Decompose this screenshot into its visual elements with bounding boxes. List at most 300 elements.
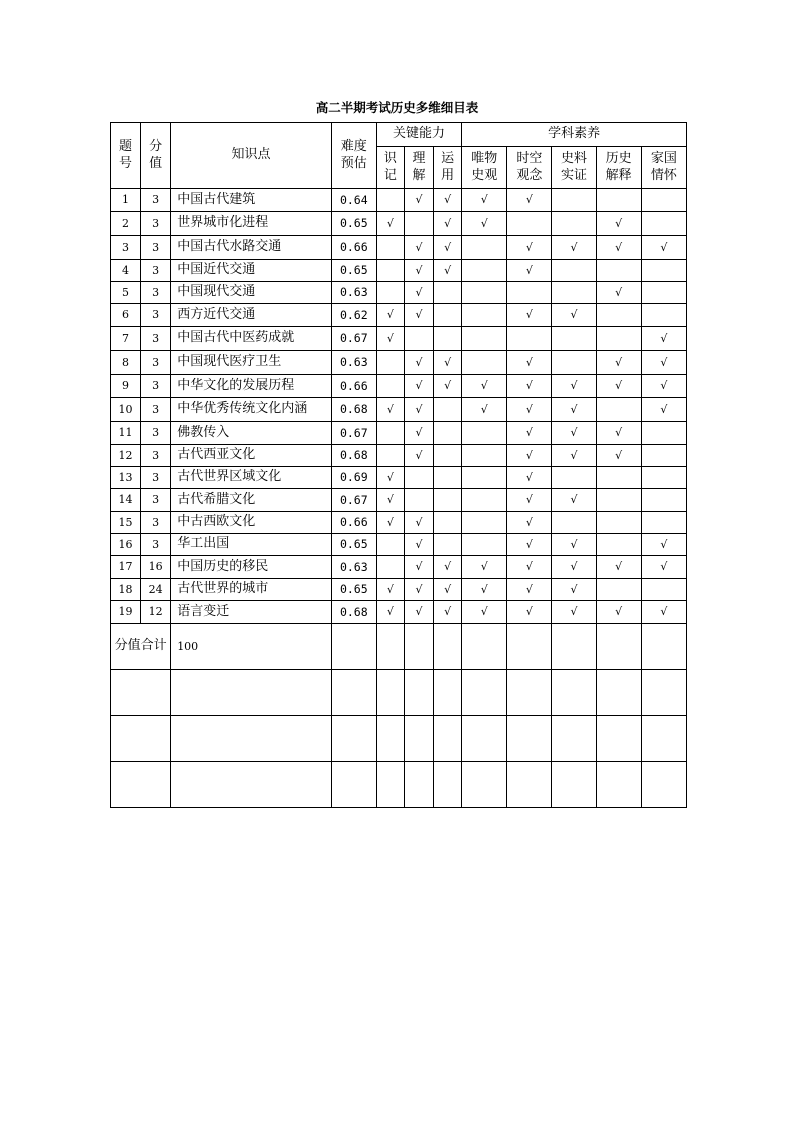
check-cell bbox=[552, 260, 596, 282]
check-cell bbox=[462, 375, 507, 398]
check-cell bbox=[434, 467, 462, 489]
check-mark: √ bbox=[615, 379, 623, 393]
check-cell bbox=[641, 212, 686, 236]
question-score: 3 bbox=[141, 260, 171, 282]
check-cell bbox=[434, 512, 462, 534]
empty-cell bbox=[331, 762, 376, 808]
check-cell bbox=[641, 601, 686, 624]
check-mark: √ bbox=[660, 379, 668, 393]
empty-cell bbox=[171, 716, 332, 762]
question-score: 3 bbox=[141, 351, 171, 375]
question-number: 16 bbox=[111, 534, 141, 556]
check-mark: √ bbox=[444, 355, 452, 369]
check-cell bbox=[507, 556, 552, 579]
check-cell bbox=[404, 189, 433, 212]
question-number: 1 bbox=[111, 189, 141, 212]
check-mark: √ bbox=[415, 537, 423, 551]
check-cell bbox=[641, 398, 686, 422]
table-row bbox=[111, 236, 687, 260]
table-row bbox=[111, 579, 687, 601]
check-mark: √ bbox=[660, 240, 668, 254]
check-mark: √ bbox=[444, 240, 452, 254]
check-mark: √ bbox=[386, 402, 394, 416]
difficulty-estimate: 0.67 bbox=[331, 489, 376, 512]
check-cell bbox=[434, 422, 462, 445]
empty-cell bbox=[331, 670, 376, 716]
check-mark: √ bbox=[615, 240, 623, 254]
difficulty-estimate: 0.63 bbox=[331, 351, 376, 375]
header-literacy: 学科素养 bbox=[462, 123, 687, 147]
question-score: 3 bbox=[141, 512, 171, 534]
check-cell bbox=[507, 351, 552, 375]
check-cell bbox=[641, 467, 686, 489]
check-cell bbox=[641, 534, 686, 556]
check-mark: √ bbox=[615, 216, 623, 230]
empty-cell bbox=[434, 624, 462, 670]
check-cell bbox=[376, 351, 404, 375]
check-cell bbox=[507, 282, 552, 304]
check-mark: √ bbox=[480, 402, 488, 416]
check-cell bbox=[552, 189, 596, 212]
check-cell bbox=[596, 189, 641, 212]
empty-cell bbox=[462, 670, 507, 716]
check-mark: √ bbox=[525, 355, 533, 369]
question-score: 3 bbox=[141, 534, 171, 556]
empty-cell bbox=[552, 624, 596, 670]
question-number: 17 bbox=[111, 556, 141, 579]
question-score: 3 bbox=[141, 236, 171, 260]
check-cell bbox=[507, 398, 552, 422]
check-mark: √ bbox=[415, 308, 423, 322]
check-cell bbox=[596, 512, 641, 534]
check-mark: √ bbox=[660, 331, 668, 345]
check-cell bbox=[404, 327, 433, 351]
header-literacy-evidence: 史料 实证 bbox=[552, 147, 596, 189]
check-mark: √ bbox=[386, 582, 394, 596]
empty-cell bbox=[376, 762, 404, 808]
check-mark: √ bbox=[570, 560, 578, 574]
check-cell bbox=[507, 422, 552, 445]
question-number: 7 bbox=[111, 327, 141, 351]
empty-cell bbox=[462, 716, 507, 762]
header-score: 分 值 bbox=[141, 123, 171, 189]
empty-cell bbox=[596, 716, 641, 762]
question-number: 8 bbox=[111, 351, 141, 375]
difficulty-estimate: 0.65 bbox=[331, 260, 376, 282]
check-cell bbox=[507, 489, 552, 512]
check-mark: √ bbox=[386, 470, 394, 484]
knowledge-point: 佛教传入 bbox=[171, 422, 332, 445]
check-cell bbox=[552, 601, 596, 624]
check-cell bbox=[596, 260, 641, 282]
check-cell bbox=[404, 512, 433, 534]
header-ability-memorize: 识 记 bbox=[376, 147, 404, 189]
check-mark: √ bbox=[525, 515, 533, 529]
check-mark: √ bbox=[525, 493, 533, 507]
total-value: 100 bbox=[171, 624, 332, 670]
check-cell bbox=[507, 467, 552, 489]
total-row bbox=[111, 624, 687, 670]
difficulty-estimate: 0.68 bbox=[331, 601, 376, 624]
check-mark: √ bbox=[444, 560, 452, 574]
difficulty-estimate: 0.67 bbox=[331, 422, 376, 445]
check-cell bbox=[404, 534, 433, 556]
table-row bbox=[111, 422, 687, 445]
check-cell bbox=[404, 236, 433, 260]
check-cell bbox=[641, 260, 686, 282]
check-cell bbox=[596, 212, 641, 236]
check-cell bbox=[434, 375, 462, 398]
empty-cell bbox=[404, 716, 433, 762]
check-cell bbox=[462, 445, 507, 467]
check-cell bbox=[404, 375, 433, 398]
check-cell bbox=[507, 512, 552, 534]
difficulty-estimate: 0.62 bbox=[331, 304, 376, 327]
empty-cell bbox=[111, 762, 171, 808]
table-row bbox=[111, 445, 687, 467]
check-cell bbox=[462, 556, 507, 579]
check-mark: √ bbox=[615, 605, 623, 619]
question-number: 12 bbox=[111, 445, 141, 467]
empty-cell bbox=[552, 716, 596, 762]
check-cell bbox=[596, 282, 641, 304]
difficulty-estimate: 0.66 bbox=[331, 375, 376, 398]
knowledge-point: 古代希腊文化 bbox=[171, 489, 332, 512]
check-cell bbox=[376, 556, 404, 579]
empty-cell bbox=[507, 624, 552, 670]
question-score: 16 bbox=[141, 556, 171, 579]
table-row bbox=[111, 282, 687, 304]
question-score: 3 bbox=[141, 422, 171, 445]
empty-cell bbox=[434, 762, 462, 808]
table-row bbox=[111, 601, 687, 624]
check-cell bbox=[552, 375, 596, 398]
knowledge-point: 西方近代交通 bbox=[171, 304, 332, 327]
check-cell bbox=[404, 304, 433, 327]
check-cell bbox=[596, 601, 641, 624]
check-cell bbox=[507, 236, 552, 260]
check-cell bbox=[641, 445, 686, 467]
check-cell bbox=[376, 422, 404, 445]
check-cell bbox=[462, 601, 507, 624]
question-score: 3 bbox=[141, 375, 171, 398]
check-cell bbox=[404, 212, 433, 236]
empty-cell bbox=[641, 670, 686, 716]
check-cell bbox=[404, 445, 433, 467]
difficulty-estimate: 0.64 bbox=[331, 189, 376, 212]
check-cell bbox=[596, 398, 641, 422]
knowledge-point: 古代世界区域文化 bbox=[171, 467, 332, 489]
question-number: 6 bbox=[111, 304, 141, 327]
check-mark: √ bbox=[660, 605, 668, 619]
table-row bbox=[111, 212, 687, 236]
check-cell bbox=[462, 512, 507, 534]
knowledge-point: 中国古代水路交通 bbox=[171, 236, 332, 260]
check-cell bbox=[552, 512, 596, 534]
check-mark: √ bbox=[570, 426, 578, 440]
question-score: 3 bbox=[141, 189, 171, 212]
empty-cell bbox=[596, 624, 641, 670]
check-cell bbox=[462, 189, 507, 212]
check-cell bbox=[404, 601, 433, 624]
check-mark: √ bbox=[415, 263, 423, 277]
check-cell bbox=[434, 351, 462, 375]
header-literacy-spacetime: 时空 观念 bbox=[507, 147, 552, 189]
check-cell bbox=[434, 445, 462, 467]
question-score: 3 bbox=[141, 398, 171, 422]
check-cell bbox=[434, 260, 462, 282]
empty-row bbox=[111, 762, 687, 808]
check-mark: √ bbox=[570, 605, 578, 619]
check-cell bbox=[507, 327, 552, 351]
check-mark: √ bbox=[660, 537, 668, 551]
check-cell bbox=[641, 351, 686, 375]
check-cell bbox=[507, 534, 552, 556]
table-row bbox=[111, 304, 687, 327]
table-row bbox=[111, 398, 687, 422]
header-ability-apply: 运 用 bbox=[434, 147, 462, 189]
question-number: 18 bbox=[111, 579, 141, 601]
check-mark: √ bbox=[415, 426, 423, 440]
table-row bbox=[111, 556, 687, 579]
check-cell bbox=[507, 189, 552, 212]
check-mark: √ bbox=[415, 193, 423, 207]
check-mark: √ bbox=[444, 379, 452, 393]
check-cell bbox=[552, 351, 596, 375]
check-mark: √ bbox=[570, 493, 578, 507]
empty-cell bbox=[507, 670, 552, 716]
check-cell bbox=[507, 260, 552, 282]
check-mark: √ bbox=[660, 560, 668, 574]
check-cell bbox=[641, 556, 686, 579]
empty-row bbox=[111, 670, 687, 716]
empty-cell bbox=[552, 670, 596, 716]
check-cell bbox=[462, 212, 507, 236]
check-cell bbox=[376, 189, 404, 212]
check-cell bbox=[462, 579, 507, 601]
empty-row bbox=[111, 716, 687, 762]
check-cell bbox=[376, 236, 404, 260]
check-mark: √ bbox=[525, 448, 533, 462]
check-cell bbox=[552, 579, 596, 601]
header-literacy-materialism: 唯物 史观 bbox=[462, 147, 507, 189]
check-cell bbox=[641, 489, 686, 512]
knowledge-point: 中华文化的发展历程 bbox=[171, 375, 332, 398]
check-mark: √ bbox=[615, 560, 623, 574]
check-cell bbox=[596, 445, 641, 467]
check-cell bbox=[641, 375, 686, 398]
knowledge-point: 中古西欧文化 bbox=[171, 512, 332, 534]
table-row bbox=[111, 534, 687, 556]
check-mark: √ bbox=[525, 537, 533, 551]
check-cell bbox=[552, 212, 596, 236]
check-mark: √ bbox=[660, 355, 668, 369]
question-number: 3 bbox=[111, 236, 141, 260]
empty-cell bbox=[462, 762, 507, 808]
check-cell bbox=[552, 327, 596, 351]
check-mark: √ bbox=[415, 515, 423, 529]
empty-cell bbox=[111, 716, 171, 762]
check-cell bbox=[596, 489, 641, 512]
check-cell bbox=[404, 422, 433, 445]
empty-cell bbox=[596, 670, 641, 716]
check-cell bbox=[376, 212, 404, 236]
check-cell bbox=[552, 556, 596, 579]
empty-cell bbox=[376, 670, 404, 716]
empty-cell bbox=[404, 670, 433, 716]
check-mark: √ bbox=[525, 560, 533, 574]
check-mark: √ bbox=[570, 240, 578, 254]
table-row bbox=[111, 512, 687, 534]
check-mark: √ bbox=[615, 355, 623, 369]
empty-cell bbox=[331, 624, 376, 670]
check-mark: √ bbox=[615, 426, 623, 440]
check-mark: √ bbox=[386, 308, 394, 322]
question-number: 19 bbox=[111, 601, 141, 624]
check-cell bbox=[404, 467, 433, 489]
check-cell bbox=[596, 327, 641, 351]
check-cell bbox=[462, 467, 507, 489]
check-cell bbox=[507, 212, 552, 236]
check-cell bbox=[641, 512, 686, 534]
check-cell bbox=[507, 375, 552, 398]
check-mark: √ bbox=[615, 448, 623, 462]
question-score: 3 bbox=[141, 304, 171, 327]
question-number: 13 bbox=[111, 467, 141, 489]
check-cell bbox=[462, 304, 507, 327]
table-row bbox=[111, 327, 687, 351]
check-cell bbox=[376, 304, 404, 327]
question-number: 2 bbox=[111, 212, 141, 236]
check-cell bbox=[552, 467, 596, 489]
difficulty-estimate: 0.65 bbox=[331, 534, 376, 556]
table-row bbox=[111, 375, 687, 398]
check-cell bbox=[552, 445, 596, 467]
empty-cell bbox=[462, 624, 507, 670]
check-mark: √ bbox=[570, 582, 578, 596]
check-mark: √ bbox=[570, 379, 578, 393]
knowledge-point: 中国现代交通 bbox=[171, 282, 332, 304]
check-cell bbox=[552, 489, 596, 512]
check-cell bbox=[641, 236, 686, 260]
check-mark: √ bbox=[415, 582, 423, 596]
question-score: 3 bbox=[141, 327, 171, 351]
detail-table bbox=[110, 122, 687, 808]
check-cell bbox=[507, 579, 552, 601]
check-cell bbox=[404, 489, 433, 512]
check-mark: √ bbox=[415, 355, 423, 369]
header-knowledge: 知识点 bbox=[171, 123, 332, 189]
check-cell bbox=[462, 282, 507, 304]
knowledge-point: 华工出国 bbox=[171, 534, 332, 556]
check-cell bbox=[462, 534, 507, 556]
question-score: 3 bbox=[141, 489, 171, 512]
table-row bbox=[111, 260, 687, 282]
check-mark: √ bbox=[415, 402, 423, 416]
check-cell bbox=[596, 375, 641, 398]
check-cell bbox=[462, 422, 507, 445]
empty-cell bbox=[641, 762, 686, 808]
empty-cell bbox=[641, 716, 686, 762]
check-mark: √ bbox=[444, 582, 452, 596]
question-score: 12 bbox=[141, 601, 171, 624]
check-cell bbox=[434, 556, 462, 579]
empty-cell bbox=[404, 762, 433, 808]
difficulty-estimate: 0.66 bbox=[331, 512, 376, 534]
check-cell bbox=[404, 579, 433, 601]
question-number: 14 bbox=[111, 489, 141, 512]
check-mark: √ bbox=[480, 216, 488, 230]
check-cell bbox=[507, 445, 552, 467]
total-label: 分值合计 bbox=[111, 624, 171, 670]
knowledge-point: 中国古代建筑 bbox=[171, 189, 332, 212]
check-mark: √ bbox=[525, 308, 533, 322]
question-score: 24 bbox=[141, 579, 171, 601]
check-mark: √ bbox=[615, 285, 623, 299]
check-cell bbox=[434, 189, 462, 212]
check-cell bbox=[641, 327, 686, 351]
question-score: 3 bbox=[141, 282, 171, 304]
check-mark: √ bbox=[415, 240, 423, 254]
check-cell bbox=[641, 189, 686, 212]
check-cell bbox=[596, 304, 641, 327]
knowledge-point: 古代西亚文化 bbox=[171, 445, 332, 467]
check-mark: √ bbox=[415, 448, 423, 462]
check-cell bbox=[404, 260, 433, 282]
difficulty-estimate: 0.63 bbox=[331, 556, 376, 579]
empty-cell bbox=[552, 762, 596, 808]
check-mark: √ bbox=[525, 605, 533, 619]
check-cell bbox=[462, 489, 507, 512]
header-literacy-patriotism: 家国 情怀 bbox=[641, 147, 686, 189]
document-title: 高二半期考试历史多维细目表 bbox=[315, 100, 479, 115]
check-cell bbox=[641, 304, 686, 327]
knowledge-point: 中国现代医疗卫生 bbox=[171, 351, 332, 375]
check-cell bbox=[404, 398, 433, 422]
check-cell bbox=[434, 282, 462, 304]
check-cell bbox=[552, 422, 596, 445]
check-mark: √ bbox=[525, 240, 533, 254]
empty-cell bbox=[507, 716, 552, 762]
question-number: 11 bbox=[111, 422, 141, 445]
check-cell bbox=[552, 304, 596, 327]
check-mark: √ bbox=[525, 470, 533, 484]
empty-cell bbox=[434, 716, 462, 762]
check-cell bbox=[434, 489, 462, 512]
check-cell bbox=[404, 282, 433, 304]
empty-cell bbox=[434, 670, 462, 716]
check-mark: √ bbox=[444, 263, 452, 277]
knowledge-point: 中国近代交通 bbox=[171, 260, 332, 282]
check-mark: √ bbox=[386, 493, 394, 507]
check-mark: √ bbox=[444, 193, 452, 207]
check-mark: √ bbox=[570, 448, 578, 462]
check-mark: √ bbox=[480, 560, 488, 574]
check-mark: √ bbox=[415, 285, 423, 299]
check-mark: √ bbox=[660, 402, 668, 416]
check-mark: √ bbox=[480, 379, 488, 393]
check-cell bbox=[596, 351, 641, 375]
check-cell bbox=[376, 534, 404, 556]
check-mark: √ bbox=[480, 193, 488, 207]
check-cell bbox=[376, 601, 404, 624]
check-mark: √ bbox=[415, 560, 423, 574]
question-number: 5 bbox=[111, 282, 141, 304]
check-cell bbox=[641, 579, 686, 601]
empty-cell bbox=[596, 762, 641, 808]
header-literacy-interpretation: 历史 解释 bbox=[596, 147, 641, 189]
check-cell bbox=[434, 304, 462, 327]
